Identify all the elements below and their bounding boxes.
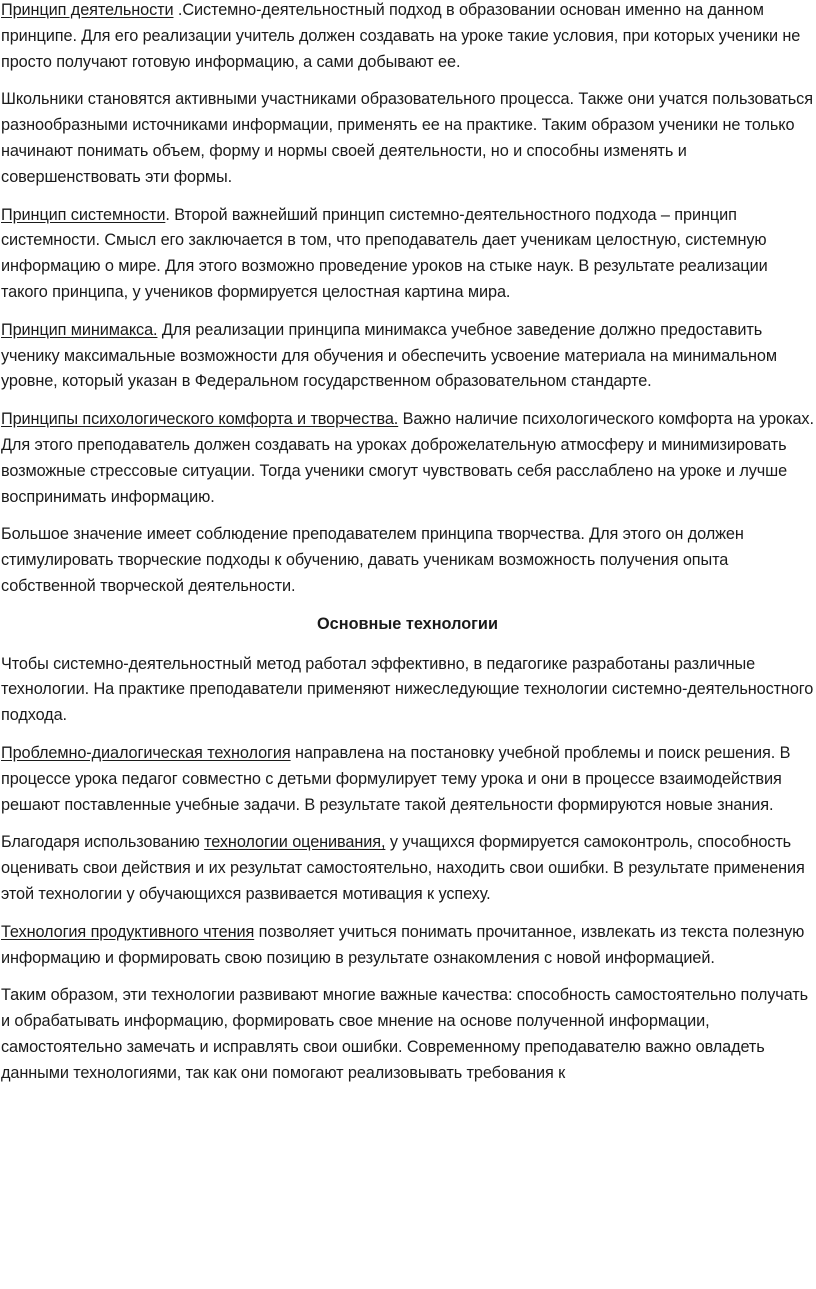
paragraph-activity-principle [1,0,814,75]
paragraph-creativity [1,522,814,599]
paragraph-students-active [1,87,814,190]
term-minimax-principle: Принцип минимакса. [1,320,158,339]
paragraph-text: Большое значение имеет соблюдение преподавателем принципа творчества. Для этого он должен стимулировать творческие подходы к обучению, давать ученикам возможность получения опыта собственной творческой деятельности. [1,525,744,595]
paragraph-text-pre: Благодаря использованию [1,833,205,852]
term-productive-reading: Технология продуктивного чтения [1,922,255,941]
term-activity-principle: Принцип деятельности [1,1,174,19]
paragraph-text: Чтобы системно-деятельностный метод работал эффективно, в педагогике разработаны различные технологии. На практике преподаватели применяют нижеследующие технологии системно-деятельностного подхода. [1,654,814,725]
term-problem-dialogue: Проблемно-диалогическая технология [1,743,291,762]
term-assessment: технологии оценивания, [204,833,386,852]
section-heading: Основные технологии [317,614,498,633]
term-systemic-principle: Принцип системности [1,205,166,224]
paragraph-text: . Второй важнейший принцип системно-деятельностного подхода – принцип системности. Смысл его заключается в том, что преподаватель дает ученикам целостную, системную информацию о мире. Для этого возможно проведение уроков на стыке наук. В результате реализации такого принципа, у учеников формируется целостная картина мира. [1,205,768,301]
paragraph-conclusion [1,983,814,1086]
term-comfort-creativity: Принципы психологического комфорта и творчества. [1,410,399,429]
paragraph-minimax-principle [1,318,814,395]
paragraph-technologies-intro [1,652,814,729]
paragraph-assessment [1,830,814,907]
paragraph-systemic-principle [1,203,814,306]
paragraph-comfort-creativity [1,407,814,510]
paragraph-text: Школьники становятся активными участниками образовательного процесса. Также они учатся пользоваться разнообразными источниками информации, применять ее на практике. Таким образом ученики не только начинают понимать объем, форму и нормы своей деятельности, но и способны изменять и совершенствовать эти формы. [1,90,813,186]
paragraph-text: у учащихся формируется самоконтроль, способность оценивать свои действия и их результат самостоятельно, находить свои ошибки. В результате применения этой технологии у обучающихся развивается мотивация к успеху. [1,833,805,903]
paragraph-text: направлена на постановку учебной проблемы и поиск решения. В процессе урока педагог совместно с детьми формулирует тему урока и они в процессе взаимодействия решают поставленные учебные задачи. В результате такой деятельности формируются новые знания. [1,743,791,814]
paragraph-problem-dialogue [1,741,814,818]
paragraph-text: позволяет учиться понимать прочитанное, извлекать из текста полезную информацию и формировать свою позицию в результате ознакомления с новой информацией. [1,922,805,967]
paragraph-productive-reading [1,920,814,972]
paragraph-text: Для реализации принципа минимакса учебное заведение должно предоставить ученику максимальные возможности для обучения и обеспечить усвоение материала на минимальном уровне, который указан в Федеральном государственном образовательном стандарте. [1,320,777,391]
paragraph-text: Важно наличие психологического комфорта на уроках. Для этого преподаватель должен создавать на уроках доброжелательную атмосферу и минимизировать возможные стрессовые ситуации. Тогда ученики смогут чувствовать себя расслаблено на уроке и лучше воспринимать информацию. [1,410,814,506]
paragraph-text: Таким образом, эти технологии развивают многие важные качества: способность самостоятельно получать и обрабатывать информацию, формировать свое мнение на основе полученной информации, самостоятельно замечать и исправлять свои ошибки. Современному преподавателю важно овладеть данными технологиями, так как они помогают реализовывать требования к [1,986,809,1082]
paragraph-text: .Системно-деятельностный подход в образовании основан именно на данном принципе. Для его реализации учитель должен создавать на уроке такие условия, при которых ученики не просто получают готовую информацию, а сами добывают ее. [1,1,801,71]
